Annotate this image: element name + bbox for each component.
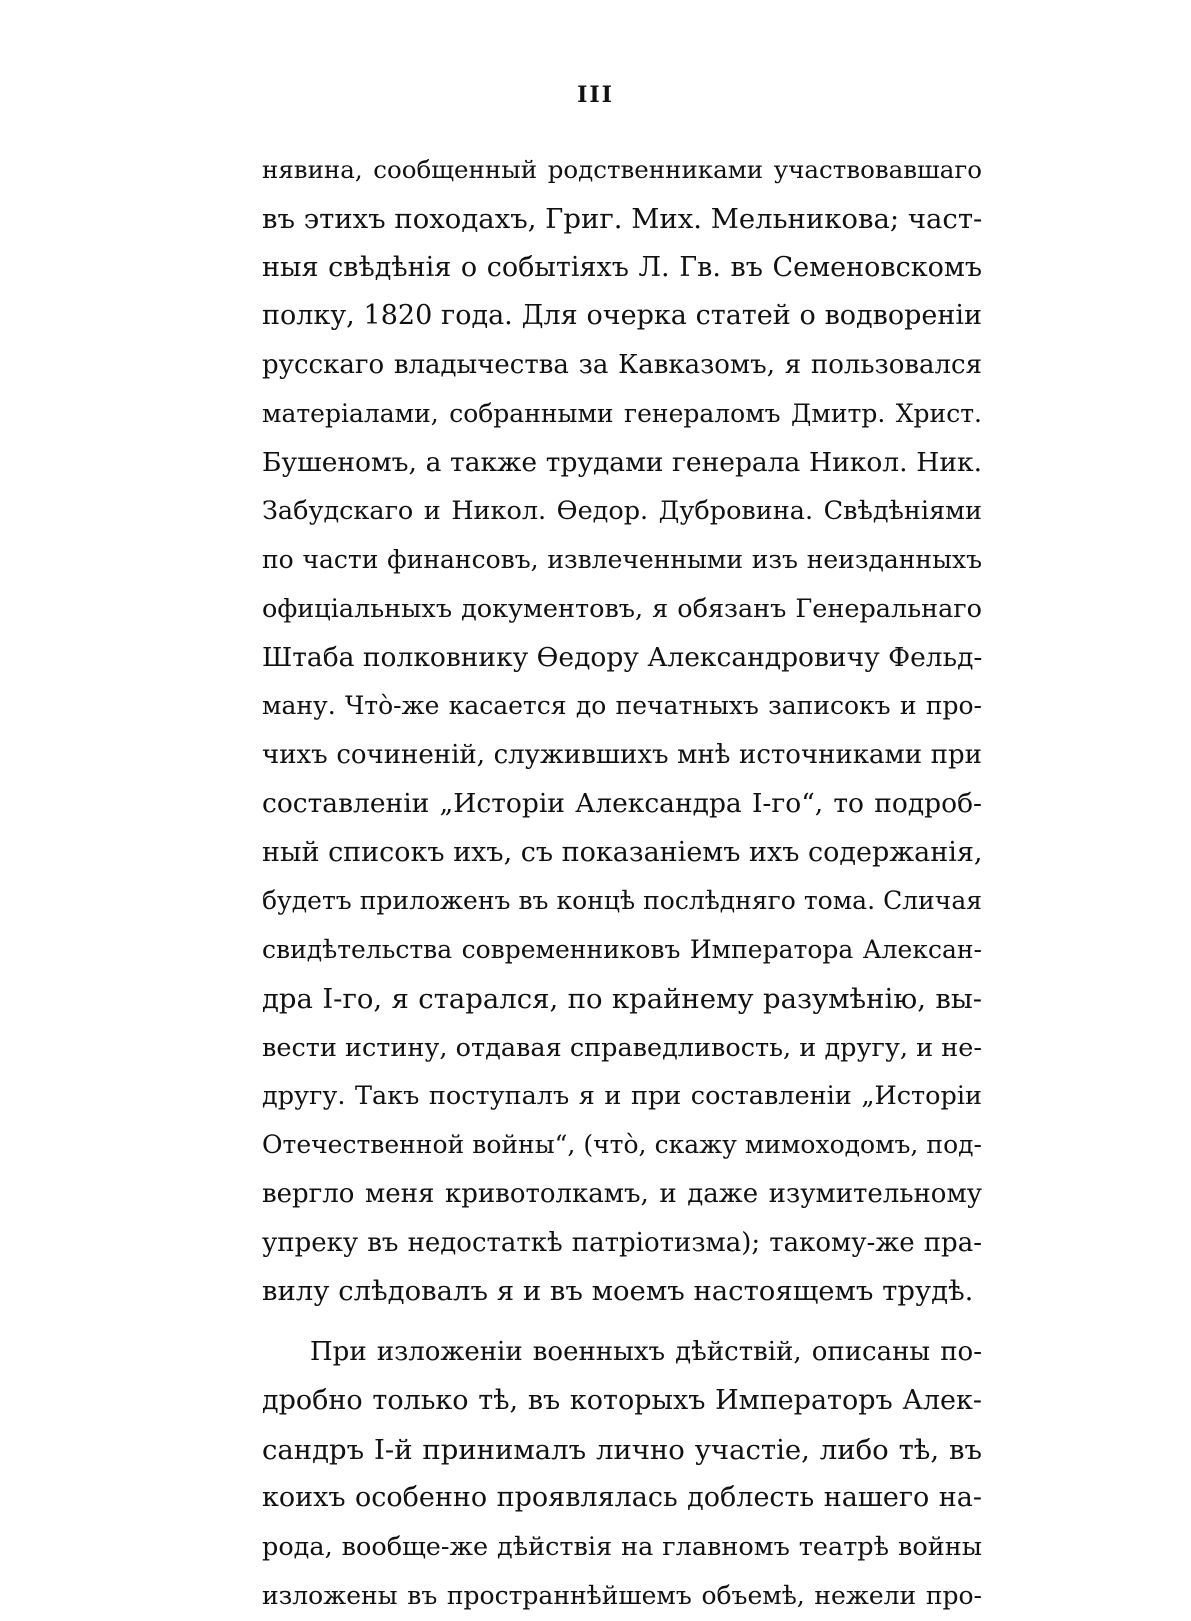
text-line: вилу слѣдовалъ я и въ моемъ настоящемъ трудѣ. xyxy=(262,1275,974,1308)
paragraph xyxy=(262,146,982,1316)
text-line: Отечественной войны“, (что̀, скажу мимоходомъ, под- xyxy=(262,1130,982,1159)
text-line: вергло меня кривотолкамъ, и даже изумительному xyxy=(262,1178,982,1209)
text-line: свидѣтельства современниковъ Императора Алексан- xyxy=(262,935,982,964)
text-line: ныя свѣдѣнія о событіяхъ Л. Гв. въ Семеновскомъ xyxy=(262,251,982,283)
text-line: полку, 1820 года. Для очерка статей о водвореніи xyxy=(262,300,982,332)
page-number: III xyxy=(577,82,614,108)
paragraph xyxy=(262,1328,982,1621)
text-line: Бушеномъ, а также трудами генерала Никол. Ник. xyxy=(262,446,982,478)
text-line: будетъ приложенъ въ концѣ послѣдняго тома. Сличая xyxy=(262,886,982,916)
text-line: составленіи „Исторіи Александра I-го“, то подроб- xyxy=(262,787,982,819)
text-line: русскаго владычества за Кавказомъ, я пользовался xyxy=(262,350,982,380)
paragraph-gap xyxy=(262,1316,982,1328)
text-line: нявина, сообщенный родственниками участвовавшаго xyxy=(262,155,982,184)
text-line: Забудскаго и Никол. Ѳедор. Дубровина. Свѣдѣніями xyxy=(262,496,982,527)
text-line: сандръ I-й принималъ лично участіе, либо тѣ, въ xyxy=(262,1433,982,1466)
text-line: упреку въ недостаткѣ патріотизма); такому-же пра- xyxy=(262,1227,982,1258)
text-line: по части финансовъ, извлеченными изъ неизданныхъ xyxy=(262,545,982,574)
text-line: изложены въ пространнѣйшемъ объемѣ, нежели про- xyxy=(262,1580,982,1610)
text-line: дра I-го, я старался, по крайнему разумѣнію, вы- xyxy=(262,982,982,1015)
text-line: дробно только тѣ, въ которыхъ Императоръ Алек- xyxy=(262,1384,982,1416)
text-line: Штаба полковнику Ѳедору Александровичу Фельд- xyxy=(262,641,982,673)
text-line: При изложеніи военныхъ дѣйствій, описаны по- xyxy=(310,1337,982,1367)
text-line: матеріалами, собранными генераломъ Дмитр. Христ. xyxy=(262,398,982,428)
text-line: офиціальныхъ документовъ, я обязанъ Генеральнаго xyxy=(262,593,982,624)
text-line: ману. Что̀-же касается до печатныхъ записокъ и про- xyxy=(262,691,982,721)
text-line: въ этихъ походахъ, Григ. Мих. Мельникова; част- xyxy=(262,202,982,235)
text-line: чихъ сочиненій, служившихъ мнѣ источниками при xyxy=(262,740,982,770)
text-line: вести истину, отдавая справедливость, и другу, и не- xyxy=(262,1032,982,1063)
text-line: коихъ особенно проявлялась доблесть нашего на- xyxy=(262,1482,982,1514)
text-line: рода, вообще-же дѣйствія на главномъ театрѣ войны xyxy=(262,1532,982,1562)
body-text xyxy=(262,146,982,1621)
text-line: другу. Такъ поступалъ я и при составленіи „Исторіи xyxy=(262,1081,982,1112)
text-line: ный списокъ ихъ, съ показаніемъ ихъ содержанія, xyxy=(262,836,982,868)
